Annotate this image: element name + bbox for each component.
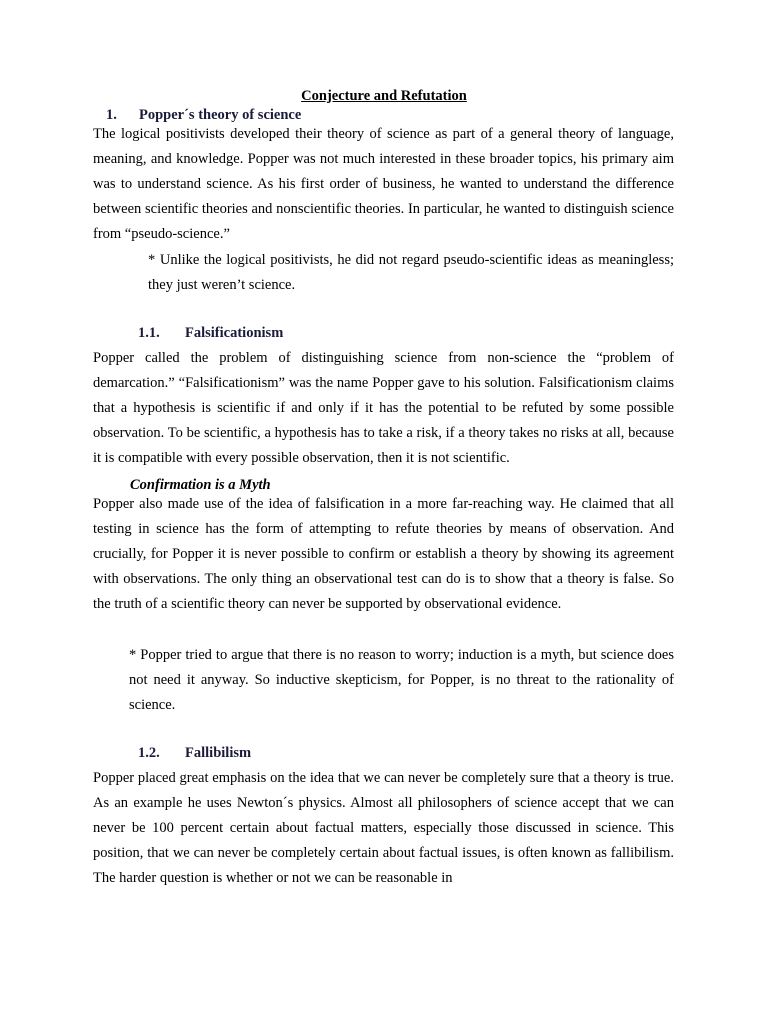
section-1-2-paragraph: Popper placed great emphasis on the idea that we can never be completely sure that a theory is true. As an example he uses Newton´s physics. Almost all philosophers of science accept that we can never be 100 percent certain about factual matters, especially those discussed in science. This position, that we can never be completely certain about factual issues, is often known as fallibilism. The harder question is whether or not we can be reasonable in	[93, 770, 674, 887]
section-1-1-title: Falsificationism	[185, 325, 284, 341]
section-1-1-paragraph: Popper called the problem of distinguishing science from non-science the “problem of demarcation.” “Falsificationism” was the name Popper gave to his solution. Falsificationism claims that a hypothesis is scientific if and only if it has the potential to be refuted by some possible observation. To be scientific, a hypothesis has to take a risk, if a theory takes no risks at all, because it is compatible with every possible observation, then it is not scientific.	[93, 350, 674, 467]
section-1-note: * Unlike the logical positivists, he did not regard pseudo-scientific ideas as meaningless; they just weren’t science.	[148, 252, 674, 294]
section-1-title: Popper´s theory of science	[139, 107, 302, 123]
section-1-2-heading	[138, 744, 251, 762]
section-1-1-note: * Popper tried to argue that there is no reason to worry; induction is a myth, but science does not need it anyway. So inductive skepticism, for Popper, is no threat to the rationality of science.	[129, 647, 674, 714]
section-1-1-heading	[138, 324, 283, 342]
section-1-paragraph: The logical positivists developed their theory of science as part of a general theory of language, meaning, and knowledge. Popper was not much interested in these broader topics, his primary aim was to understand science. As his first order of business, he wanted to understand the difference between scientific theories and nonscientific theories. In particular, he wanted to distinguish science from “pseudo-science.”	[93, 126, 674, 243]
section-1-2-number: 1.2.	[138, 745, 160, 761]
section-1-1-paragraph-2: Popper also made use of the idea of falsification in a more far-reaching way. He claimed that all testing in science has the form of attempting to refute theories by means of observation. And crucially, for Popper it is never possible to confirm or establish a theory by showing its agreement with observations. The only thing an observational test can do is to show that a theory is false. So the truth of a scientific theory can never be supported by observational evidence.	[93, 496, 674, 613]
section-1-number: 1.	[106, 107, 117, 123]
section-1-2-title: Fallibilism	[185, 745, 252, 761]
confirmation-subheading: Confirmation is a Myth	[130, 477, 271, 493]
section-1-1-number: 1.1.	[138, 325, 160, 341]
document-title: Conjecture and Refutation	[301, 88, 467, 104]
